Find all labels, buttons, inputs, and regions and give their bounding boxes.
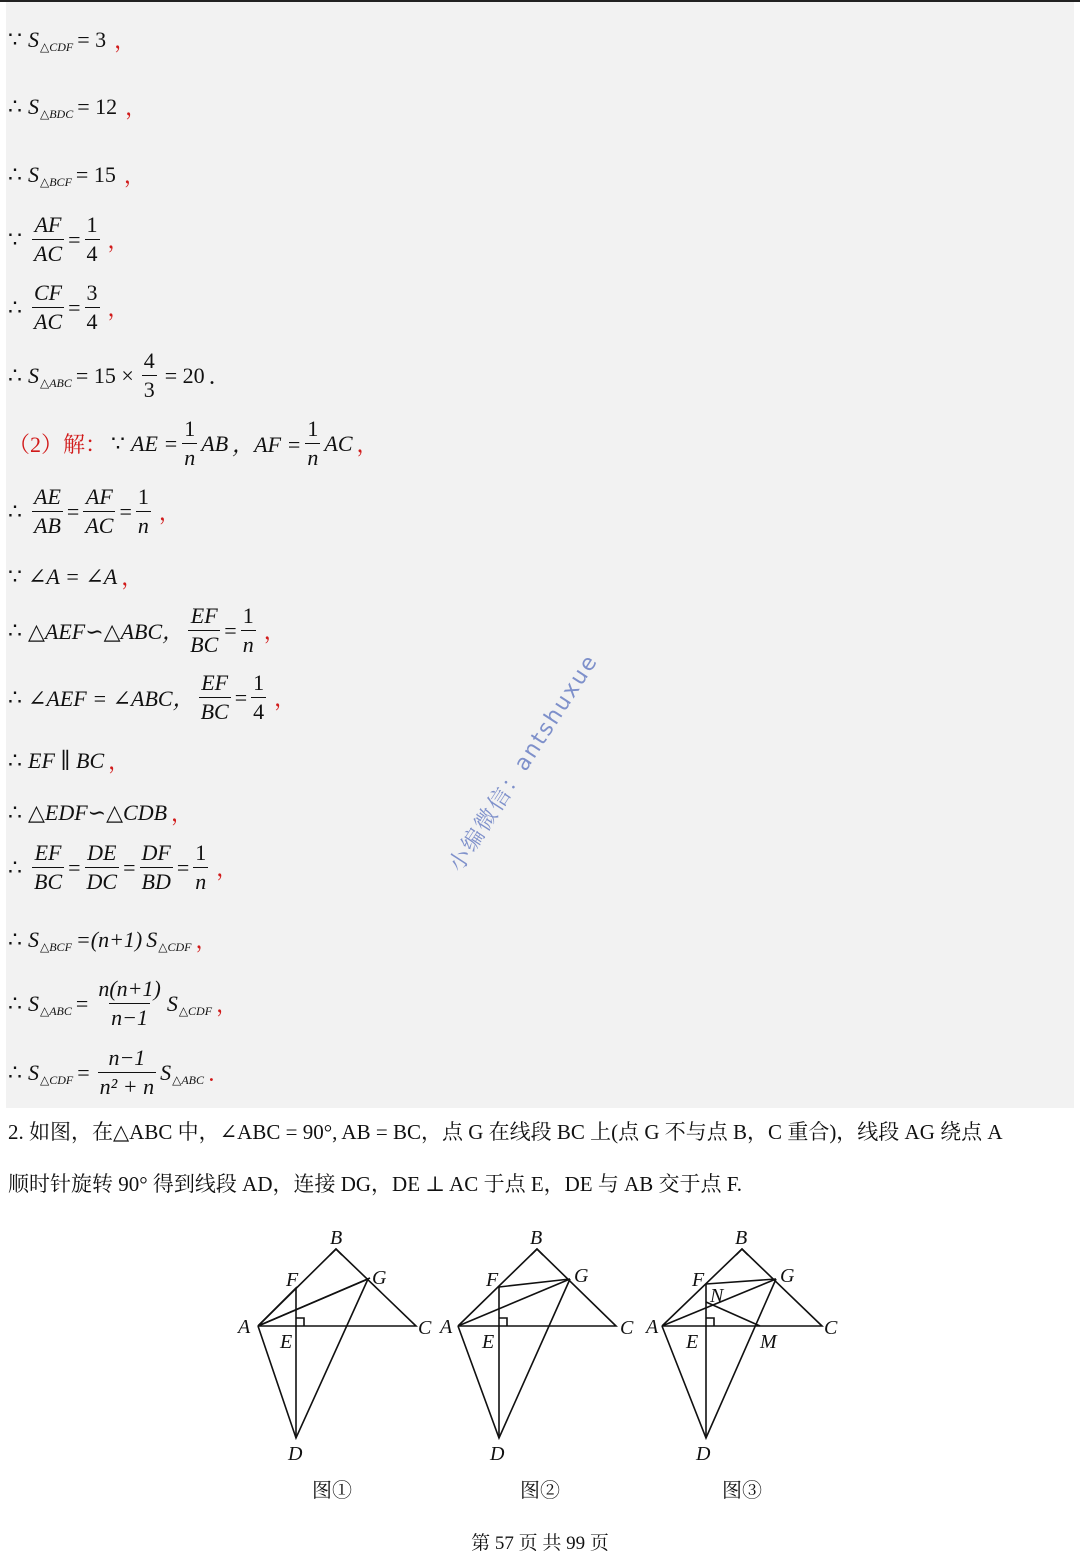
punctuation: ，: [263, 619, 286, 644]
area-symbol: S: [28, 362, 39, 388]
area-subscript: △CDF: [40, 40, 74, 54]
label-g: G: [574, 1265, 589, 1287]
label-a: A: [440, 1316, 453, 1338]
fraction: $\frac{EF}{BC}$: [34, 840, 63, 894]
therefore-symbol: ∴: [8, 294, 22, 320]
expression: ∠AEF = ∠ABC，: [28, 686, 195, 711]
equation-rhs: = 20: [164, 362, 205, 388]
because-symbol: ∵: [8, 226, 22, 252]
expression: ∠A = ∠A: [28, 563, 118, 589]
solution-line-16: [8, 978, 238, 1029]
label-d: D: [490, 1443, 505, 1465]
therefore-symbol: ∴: [8, 93, 22, 119]
watermark: 小编微信：antshuxue: [444, 649, 604, 877]
area-symbol: S: [160, 1059, 172, 1085]
equals: =: [68, 294, 81, 320]
expression: AC: [324, 430, 353, 456]
fraction: $\frac{1}{n}$: [184, 416, 196, 470]
punctuation: ，: [356, 432, 379, 457]
figure-2: [438, 1227, 634, 1465]
punctuation: ，: [125, 95, 148, 120]
punctuation: ，: [195, 928, 218, 953]
label-g: G: [780, 1265, 795, 1287]
area-subscript: △BCF: [40, 175, 72, 189]
problem-line-1: 2. 如图，在△ABC 中，∠ABC = 90°, AB = BC，点 G 在线段 BC 上(点 G 不与点 B，C 重合)，线段 AG 绕点 A: [8, 1120, 1003, 1144]
punctuation: ，: [216, 992, 239, 1017]
area-symbol: S: [28, 990, 39, 1016]
equals: =: [68, 226, 81, 252]
fraction: $\frac{CF}{AC}$: [34, 280, 63, 334]
fraction: $\frac{DE}{DC}$: [86, 840, 118, 894]
label-d: D: [288, 1443, 303, 1465]
therefore-symbol: ∴: [8, 684, 22, 710]
fraction: $\frac{AF}{AC}$: [85, 484, 114, 538]
part-label: （2）解：: [8, 432, 108, 457]
because-symbol: ∵: [111, 430, 126, 456]
label-e: E: [482, 1331, 495, 1353]
solution-line-10: ∴ △AEF∽△ABC， $\frac{EF}{BC}$ = $\frac{1}{n}$ ，: [8, 603, 286, 657]
label-f: F: [692, 1269, 705, 1291]
expression: AE =: [131, 430, 179, 456]
solution-line-13: [8, 797, 193, 828]
therefore-symbol: ∴: [8, 926, 22, 952]
equals: =: [77, 1059, 90, 1085]
label-n: N: [710, 1285, 724, 1307]
label-c: C: [418, 1317, 432, 1339]
geometry-figures-svg: [230, 1220, 850, 1510]
label-d: D: [696, 1443, 711, 1465]
label-b: B: [530, 1227, 543, 1249]
fraction: $\frac{EF}{BC}$: [200, 670, 229, 724]
fraction: $\frac{1}{n}$: [242, 603, 254, 657]
punctuation: ，: [216, 856, 239, 881]
fraction: $\frac{AF}{AC}$: [34, 212, 63, 266]
fraction: $\frac{n(n+1)}{n-1}$: [98, 976, 161, 1030]
caption-figure-1: 图①: [312, 1478, 352, 1502]
caption-figure-3: 图③: [722, 1478, 762, 1502]
label-a: A: [238, 1316, 251, 1338]
expression: AB: [201, 430, 229, 456]
solution-line-2: [8, 91, 147, 122]
fraction: $\frac{1}{n}$: [137, 484, 149, 538]
punctuation: ，: [123, 163, 146, 188]
area-subscript: △CDF: [178, 1004, 213, 1018]
equation-rhs: = 15: [75, 161, 116, 187]
solution-line-3: [8, 159, 146, 190]
area-symbol: S: [28, 26, 39, 52]
problem-line-2: 顺时针旋转 90° 得到线段 AD，连接 DG，DE ⊥ AC 于点 E，DE 与 AB 交于点 F.: [8, 1172, 743, 1196]
fraction: $\frac{DF}{BD}$: [141, 840, 171, 894]
figure-3: [644, 1227, 838, 1465]
therefore-symbol: ∴: [8, 362, 22, 388]
solution-line-14: ∴ $\frac{EF}{BC}$ = $\frac{DE}{DC}$ = $\frac{DF}{BD}$ = $\frac{1}{n}$ ，: [8, 840, 239, 894]
area-subscript: △CDF: [158, 940, 192, 954]
solution-line-5: [8, 282, 130, 333]
area-subscript: △BDC: [40, 107, 74, 121]
solution-line-1: [8, 24, 136, 55]
punctuation: ，: [121, 565, 144, 590]
fraction: $\frac{1}{4}$: [86, 212, 98, 266]
area-symbol: S: [28, 161, 39, 187]
fraction: $\frac{4}{3}$: [143, 348, 155, 402]
area-symbol: S: [28, 93, 39, 119]
equation-rhs: = 12: [77, 93, 118, 119]
therefore-symbol: ∴: [8, 990, 22, 1016]
solution-line-11: ∴ ∠AEF = ∠ABC， $\frac{EF}{BC}$ = $\frac{1}{4}$ ，: [8, 670, 297, 724]
figure-1: [236, 1227, 432, 1465]
punctuation: ．: [208, 364, 231, 389]
label-c: C: [824, 1317, 838, 1339]
caption-figure-2: 图②: [520, 1478, 560, 1502]
fraction: $\frac{3}{4}$: [86, 280, 98, 334]
therefore-symbol: ∴: [8, 799, 22, 825]
geometry-figures: [230, 1220, 850, 1510]
therefore-symbol: ∴: [8, 161, 22, 187]
fraction: $\frac{n-1}{\text{n² + n}}$: [99, 1045, 155, 1099]
label-e: E: [686, 1331, 699, 1353]
equation-rhs: = 3: [77, 26, 107, 52]
solution-line-7: [8, 418, 379, 469]
punctuation: ，: [107, 228, 130, 253]
fraction: $\frac{1}{n}$: [307, 416, 319, 470]
expression: EF ∥ BC: [28, 747, 105, 773]
area-subscript: △ABC: [40, 1004, 72, 1018]
area-subscript: △CDF: [40, 1073, 74, 1087]
punctuation: ，: [114, 28, 137, 53]
therefore-symbol: ∴: [8, 617, 22, 643]
area-subscript: △BCF: [40, 940, 72, 954]
solution-line-17: [8, 1047, 230, 1098]
solution-line-4: [8, 214, 130, 265]
solution-line-9: [8, 561, 143, 592]
therefore-symbol: ∴: [8, 1059, 22, 1085]
solution-line-8: ∴ $\frac{AE}{AB}$ = $\frac{AF}{AC}$ = $\frac{1}{n}$ ，: [8, 484, 181, 538]
therefore-symbol: ∴: [8, 498, 22, 524]
equation-middle: =(n+1): [75, 926, 143, 952]
solution-line-6: [8, 350, 231, 401]
expression: △EDF∽△CDB: [28, 799, 168, 825]
equals: =: [75, 990, 89, 1016]
solution-line-12: [8, 745, 130, 776]
punctuation: ，: [108, 749, 131, 774]
punctuation: ，: [107, 296, 130, 321]
label-f: F: [286, 1269, 299, 1291]
label-f: F: [486, 1269, 499, 1291]
area-symbol: S: [166, 990, 178, 1016]
label-m: M: [760, 1331, 777, 1353]
label-c: C: [620, 1317, 634, 1339]
because-symbol: ∵: [8, 563, 22, 589]
label-b: B: [735, 1227, 748, 1249]
area-subscript: △ABC: [40, 376, 72, 390]
label-a: A: [646, 1316, 659, 1338]
label-b: B: [330, 1227, 343, 1249]
therefore-symbol: ∴: [8, 854, 22, 880]
fraction: $\frac{1}{4}$: [253, 670, 265, 724]
because-symbol: ∵: [8, 26, 22, 52]
fraction: $\frac{AE}{AB}$: [34, 484, 61, 538]
punctuation: ，: [274, 686, 297, 711]
punctuation: ．: [208, 1061, 231, 1086]
area-symbol: S: [28, 926, 39, 952]
fraction: $\frac{EF}{BC}$: [190, 603, 219, 657]
punctuation: ，: [158, 500, 181, 525]
page-footer: 第 57 页 共 99 页: [471, 1533, 609, 1554]
area-symbol: S: [28, 1059, 39, 1085]
solution-line-15: [8, 924, 218, 955]
label-e: E: [280, 1331, 293, 1353]
punctuation: ，: [171, 801, 194, 826]
therefore-symbol: ∴: [8, 747, 22, 773]
expression: △AEF∽△ABC，: [28, 619, 185, 644]
label-g: G: [372, 1267, 387, 1289]
expression: ，AF =: [232, 432, 302, 457]
equation-middle: = 15 ×: [75, 362, 134, 388]
area-symbol: S: [146, 926, 158, 952]
fraction: $\frac{1}{n}$: [195, 840, 207, 894]
area-subscript: △ABC: [172, 1073, 205, 1087]
